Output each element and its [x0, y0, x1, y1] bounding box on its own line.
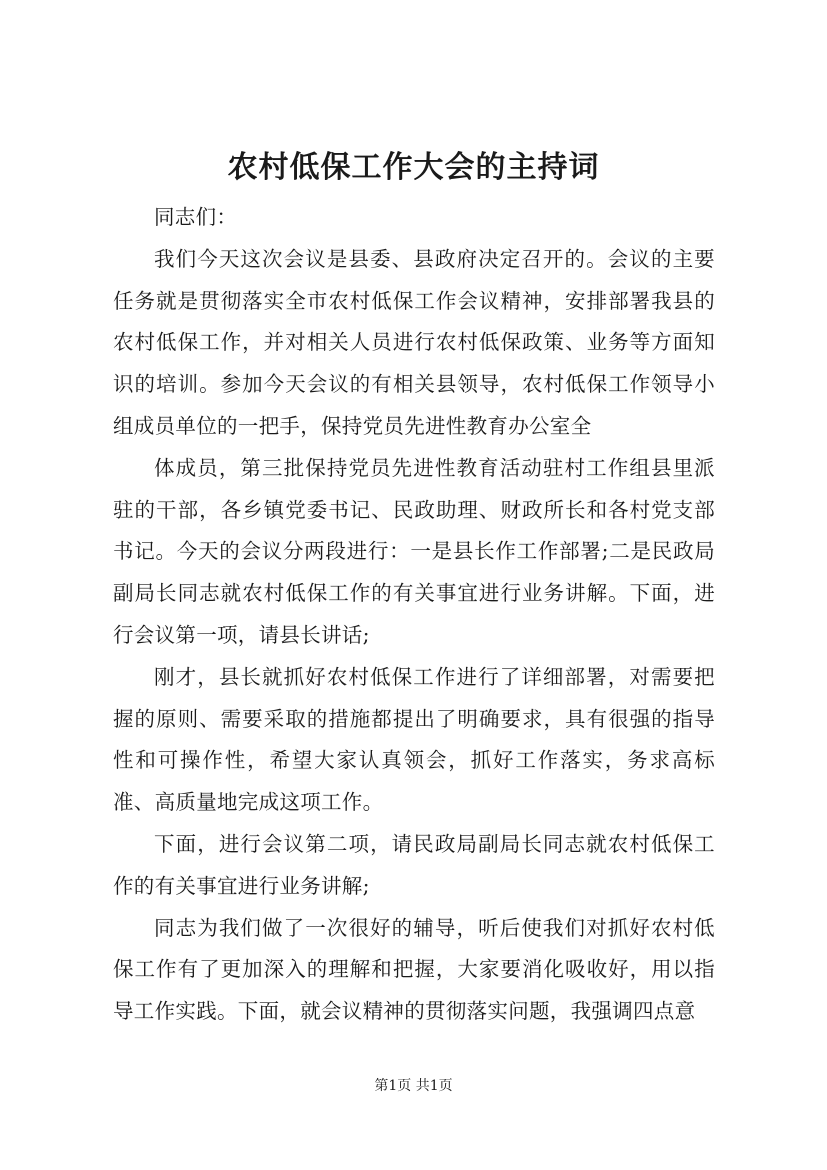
paragraph-2: 体成员，第三批保持党员先进性教育活动驻村工作组县里派驻的干部，各乡镇党委书记、民政助理、财政所长和各村党支部书记。今天的会议分两段进行：一是县长作工作部署;二是民政局副局长同志就农村低保工作的有关事宜进行业务讲解。下面，进行会议第一项，请县长讲话; — [113, 455, 715, 647]
paragraph-5: 同志为我们做了一次很好的辅导，听后使我们对抓好农村低保工作有了更加深入的理解和把握，大家要消化吸收好，用以指导工作实践。下面，就会议精神的贯彻落实问题，我强调四点意 — [113, 915, 715, 1024]
document-body — [113, 197, 715, 1033]
page-footer: 第1页 共1页 — [374, 1078, 453, 1094]
paragraph-salutation: 同志们： — [154, 205, 238, 229]
document-title: 农村低保工作大会的主持词 — [227, 150, 600, 185]
paragraph-4: 下面，进行会议第二项，请民政局副局长同志就农村低保工作的有关事宜进行业务讲解; — [113, 831, 715, 898]
paragraph-3: 刚才，县长就抓好农村低保工作进行了详细部署，对需要把握的原则、需要采取的措施都提出了明确要求，具有很强的指导性和可操作性，希望大家认真领会，抓好工作落实，务求高标准、高质量地完成这项工作。 — [113, 664, 715, 815]
paragraph-1: 我们今天这次会议是县委、县政府决定召开的。会议的主要任务就是贯彻落实全市农村低保工作会议精神，安排部署我县的农村低保工作，并对相关人员进行农村低保政策、业务等方面知识的培训。参加今天会议的有相关县领导，农村低保工作领导小组成员单位的一把手，保持党员先进性教育办公室全 — [113, 246, 715, 438]
